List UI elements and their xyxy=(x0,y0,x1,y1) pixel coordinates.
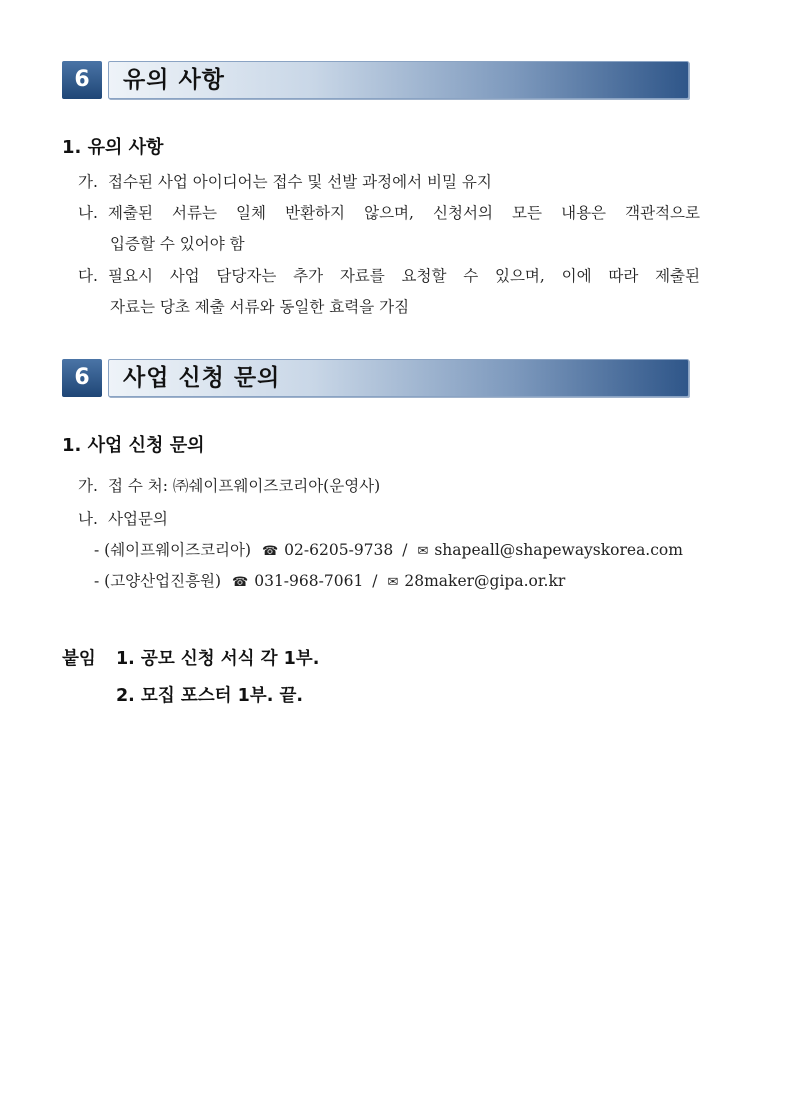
contact-phone: 031-968-7061 xyxy=(254,572,364,590)
section-title: 유의 사항 xyxy=(123,67,225,93)
item-text: 필요시 사업 담당자는 추가 자료를 요청할 수 있으며, 이에 따라 제출된 xyxy=(108,267,700,285)
section-number: 6 xyxy=(62,359,102,397)
notes-item-ga xyxy=(78,170,492,192)
contact-org: - (쉐이프웨이즈코리아) xyxy=(94,541,252,559)
item-label: 가. xyxy=(78,173,98,191)
notes-item-na xyxy=(78,201,700,223)
subheading-inquiry: 1. 사업 신청 문의 xyxy=(62,435,205,456)
attachment-label: 붙임 xyxy=(62,649,96,669)
contact-phone: 02-6205-9738 xyxy=(284,541,394,559)
phone-icon: ☎ xyxy=(261,544,279,559)
contact-org: - (고양산업진흥원) xyxy=(94,572,222,590)
attachment-item-1: 1. 공모 신청 서식 각 1부. xyxy=(116,649,320,669)
notes-item-da-continued: 자료는 당초 제출 서류와 동일한 효력을 가짐 xyxy=(110,298,410,316)
inquiry-item-na xyxy=(78,507,168,529)
item-label: 나. xyxy=(78,510,98,528)
section-header-notes xyxy=(62,61,689,99)
section-number: 6 xyxy=(62,61,102,99)
section-header-inquiry xyxy=(62,359,689,397)
section-title-bar xyxy=(108,359,689,397)
contact-separator: / xyxy=(372,572,378,590)
mail-icon: ✉ xyxy=(387,575,399,590)
attachment-item-2: 2. 모집 포스터 1부. 끝. xyxy=(116,686,304,706)
item-text: 사업문의 xyxy=(108,510,168,528)
notes-item-da xyxy=(78,264,700,286)
item-text: 제출된 서류는 일체 반환하지 않으며, 신청서의 모든 내용은 객관적으로 xyxy=(108,204,700,222)
notes-item-na-continued: 입증할 수 있어야 함 xyxy=(110,235,245,253)
item-text: 접 수 처: ㈜쉐이프웨이즈코리아(운영사) xyxy=(108,477,381,495)
item-label: 가. xyxy=(78,477,98,495)
contact-separator: / xyxy=(402,541,408,559)
phone-icon: ☎ xyxy=(232,575,249,590)
contact-email[interactable]: 28maker@gipa.or.kr xyxy=(404,572,566,590)
section-title-bar xyxy=(108,61,689,99)
contact-email[interactable]: shapeall@shapewayskorea.com xyxy=(434,541,683,559)
section-title: 사업 신청 문의 xyxy=(123,365,281,391)
item-label: 나. xyxy=(78,204,98,222)
mail-icon: ✉ xyxy=(417,544,429,559)
item-text: 접수된 사업 아이디어는 접수 및 선발 과정에서 비밀 유지 xyxy=(108,173,492,191)
inquiry-item-ga xyxy=(78,474,380,496)
contact-gipa xyxy=(94,569,565,591)
contact-shapeways xyxy=(94,538,683,560)
subheading-notes: 1. 유의 사항 xyxy=(62,137,164,158)
item-label: 다. xyxy=(78,267,98,285)
